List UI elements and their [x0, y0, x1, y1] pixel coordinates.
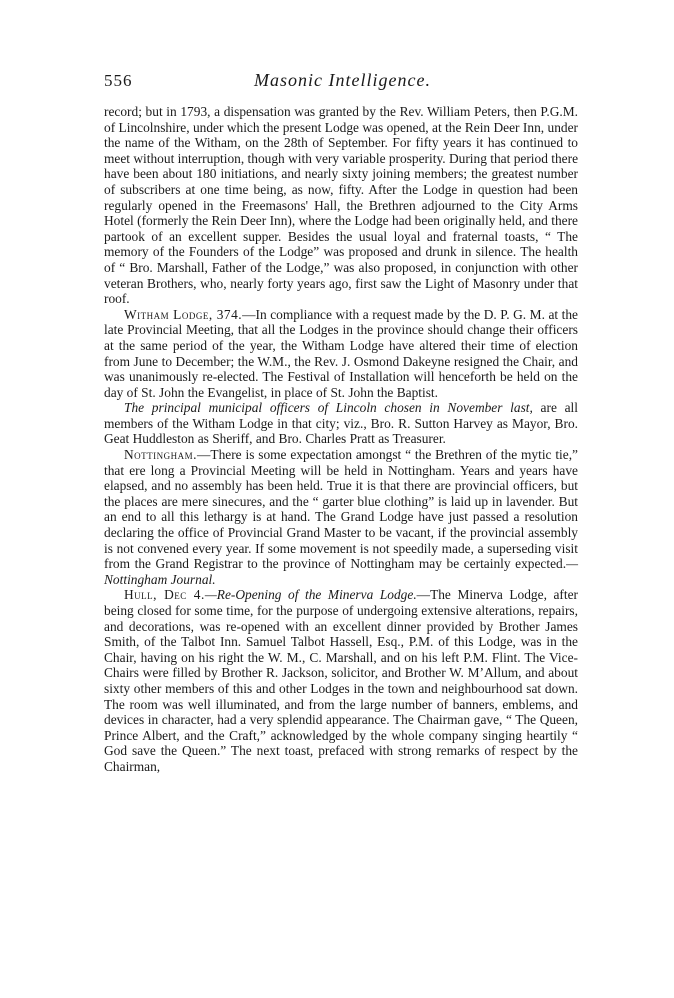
paragraph-text: —In compliance with a request made by the D. P. G. M. at the late Provincial Meeting, that all the Lodges in the province should change their officers at the same period of the year, the Witham Lodge have altered their time of election from June to December; the W.M., the Rev. J. Osmond Dakeyne resigned the Chair, and was unanimously re-elected. The Festival of Installation will henceforth be held on the day of St. John the Evangelist, in place of St. John the Baptist. [104, 306, 578, 400]
section-heading: Nottingham. [124, 447, 198, 463]
paragraph-nottingham [104, 447, 578, 587]
paragraph-text: —There is some expectation amongst “ the Brethren of the mytic tie,” that ere long a Provincial Meeting will be held in Nottingham. Years and years have elapsed, and no assembly has been held. True it is that there are provincial officers, but the places are mere sinecures, and the “ garter blue clothing” is laid up in lavender. But an end to all this lethargy is at hand. The Grand Lodge have just passed a resolution declaring the office of Provincial Grand Master to be vacant, if the provincial assembly is not convened every year. If some movement is not speedily made, a superseding visit from the Grand Registrar to the province of Nottingham may be certainly expected. [104, 447, 578, 572]
paragraph-lincoln-officers [104, 400, 578, 447]
running-title: Masonic Intelligence. [254, 70, 431, 90]
section-heading: Hull, Dec 4. [124, 587, 205, 603]
italic-lead: The principal municipal officers of Lincoln chosen in November last, [124, 400, 533, 416]
running-header [104, 70, 578, 94]
source-citation: —Nottingham Journal. [104, 556, 578, 587]
section-heading: Witham Lodge, 374. [124, 306, 243, 322]
paragraph-text: record; but in 1793, a dispensation was granted by the Rev. William Peters, then P.G.M. of Lincolnshire, under which the present Lodge was opened, at the Rein Deer Inn, under the name of the Witham, on the 28th of September. For fifty years it has continued to meet without interruption, though with very variable prosperity. During that period there have been about 180 initiations, and nearly sixty joining members; the greatest number of subscribers at one time being, as now, fifty. After the Lodge in question had been regularly opened in the Freemasons' Hall, the Brethren adjourned to the City Arms Hotel (formerly the Rein Deer Inn), where the Lodge had been originally held, and there partook of an excellent supper. Besides the usual loyal and fraternal toasts, “ The memory of the Founders of the Lodge” was proposed and drunk in silence. The health of “ Bro. Marshall, Father of the Lodge,” was also proposed, in conjunction with other veteran Brothers, who, nearly forty years ago, first saw the Light of Masonry under that roof. [104, 104, 579, 307]
article-body [104, 104, 578, 775]
paragraph-text: are all members of the Witham Lodge in that city; viz., Bro. R. Sutton Harvey as Mayor, Bro. Geat Huddleston as Sheriff, and Bro. Charles Pratt as Treasurer. [104, 400, 578, 447]
paragraph-witham-history [104, 104, 578, 307]
paragraph-hull [104, 587, 578, 774]
section-subheading: —Re-Opening of the Minerva Lodge. [204, 587, 417, 603]
paragraph-text: —The Minerva Lodge, after being closed for some time, for the purpose of undergoing extensive alterations, repairs, and decorations, was re-opened with an excellent dinner provided by Brother James Smith, of the Talbot Inn. Samuel Talbot Hassell, Esq., P.M. of this Lodge, was in the Chair, having on his right the W. M., C. Marshall, and on his left P.M. Flint. The Vice-Chairs were filled by Brother R. Jackson, solicitor, and Brother W. M’Allum, and about sixty other members of this and other Lodges in the town and neighbourhood sat down. The room was well illuminated, and from the large number of banners, emblems, and devices in character, had a very splendid appearance. The Chairman gave, “ The Queen, Prince Albert, and the Craft,” acknowledged by the whole company singing heartily “ God save the Queen.” The next toast, prefaced with strong remarks of respect by the Chairman, [104, 587, 579, 774]
paragraph-witham-lodge [104, 307, 578, 401]
page-number: 556 [104, 71, 133, 90]
